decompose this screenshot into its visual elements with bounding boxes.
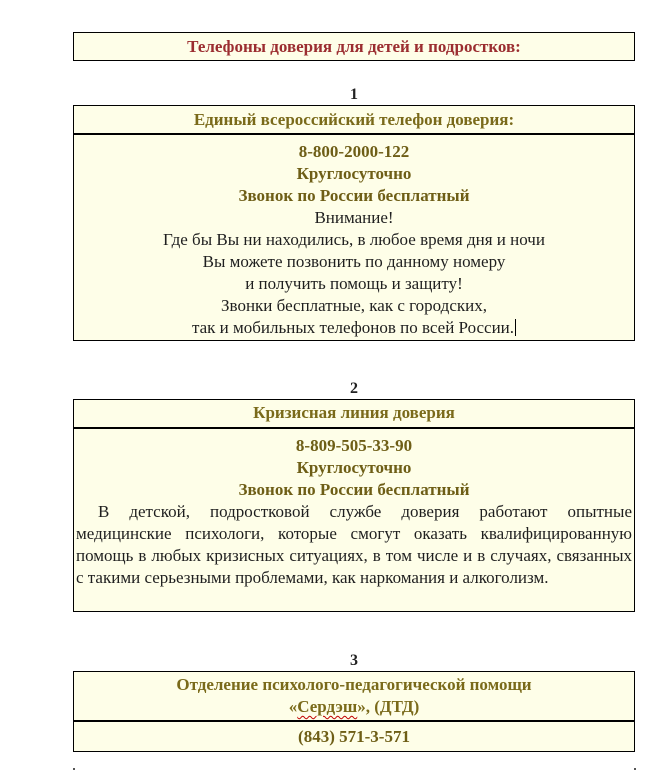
section-3-heading-line2 [74, 696, 634, 718]
section-3-body [73, 722, 635, 752]
section-1-phone: 8-800-2000-122 [298, 142, 410, 161]
section-1-line: Внимание! [314, 208, 394, 227]
section-3-phone: (843) 571-3-571 [298, 727, 410, 746]
text-cursor [515, 319, 516, 336]
section-2-hours: Круглосуточно [296, 458, 412, 477]
section-1-line: Звонки бесплатные, как с городских, [221, 296, 487, 315]
spellcheck-word: Сердэш [297, 697, 358, 716]
table-edge-mark [634, 768, 636, 770]
page-title: Телефоны доверия для детей и подростков: [73, 32, 635, 61]
section-1-line: так и мобильных телефонов по всей России. [191, 318, 515, 337]
section-1-heading: Единый всероссийский телефон доверия: [73, 105, 635, 135]
section-2-phone: 8-809-505-33-90 [295, 436, 413, 455]
section-3-heading-line1: Отделение психолого-педагогической помощи [176, 675, 532, 694]
section-3-heading [73, 671, 635, 722]
section-1-body [73, 135, 635, 341]
section-1-last-line-wrap [74, 317, 634, 339]
section-2-body [73, 429, 635, 612]
section-1-line: Где бы Вы ни находились, в любое время дня и ночи [163, 230, 545, 249]
section-3-number: 3 [350, 652, 358, 669]
section-2-paragraph: В детской, подростковой службе доверия работают опытные медицинские психологи, которые смогут оказать квалифицированную помощь в любых кризисных ситуациях, в том числе и в случаях, связанных с такими серьезными проблемами, как наркомания и алкоголизм. [76, 502, 632, 587]
section-2-free-call: Звонок по России бесплатный [238, 480, 470, 499]
section-2-heading: Кризисная линия доверия [73, 399, 635, 429]
section-1-hours: Круглосуточно [296, 164, 412, 183]
section-1-number: 1 [350, 86, 358, 103]
quote-open: « [288, 697, 298, 716]
section-1-free-call: Звонок по России бесплатный [238, 186, 470, 205]
table-edge-mark [73, 768, 75, 770]
quote-close: », (ДТД) [357, 697, 420, 716]
section-2-number: 2 [350, 380, 358, 397]
section-1-line: и получить помощь и защиту! [245, 274, 463, 293]
section-1-line: Вы можете позвонить по данному номеру [202, 252, 506, 271]
